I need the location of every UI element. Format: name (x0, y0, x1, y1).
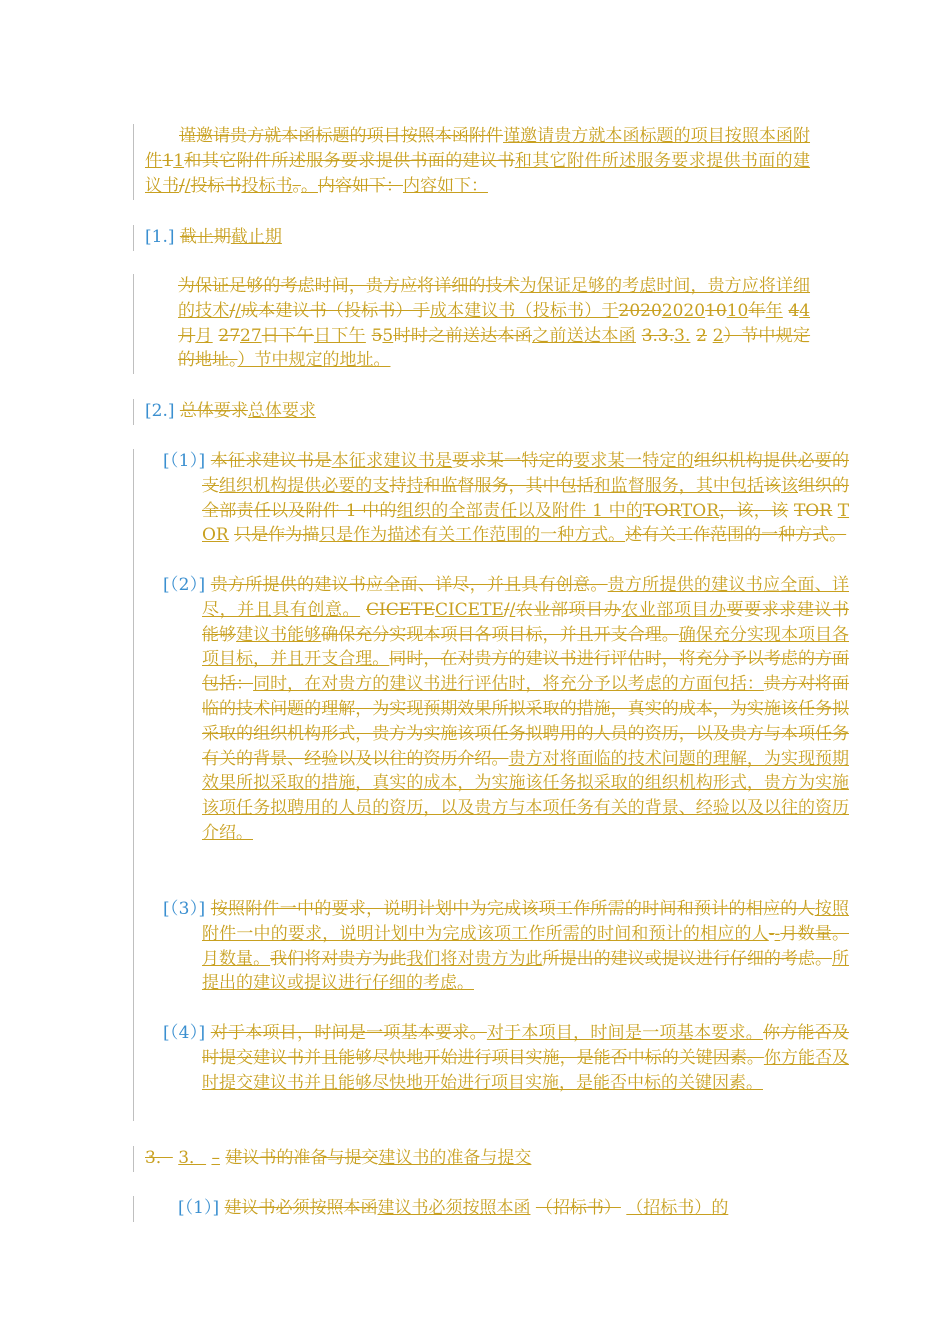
deleted-text: 为保证足够的考虑时间，贵方应将详细的技术 (178, 276, 520, 296)
deleted-text: ）节中规定的地址。 (178, 325, 811, 371)
deleted-text: / (229, 300, 236, 321)
deleted-text: 总体要求 (179, 401, 248, 421)
deleted-text: 要求某一特定的 (452, 451, 574, 471)
inserted-text: / (509, 599, 516, 620)
deleted-text: 日下午 (261, 325, 314, 346)
deleted-text: TOR (793, 500, 833, 521)
deadline-paragraph (134, 274, 810, 373)
heading-1-block (133, 225, 434, 251)
deleted-text: 年 (748, 300, 766, 321)
requirement-item-3 (163, 897, 849, 996)
deadline-block (133, 274, 810, 374)
deleted-text: 投标书 (190, 175, 242, 196)
deleted-text: （招标书） (535, 1198, 621, 1218)
inserted-text: （招标书） (626, 1198, 712, 1218)
requirement-item-2 (163, 573, 849, 846)
inserted-text: 3． (178, 1148, 207, 1168)
inserted-text: 总体要求 (247, 401, 316, 421)
inserted-text: 建议书能够 (236, 624, 322, 645)
inserted-text: 1 (173, 150, 185, 171)
inserted-text: 为保证足够的考虑时间，贵方应将详细的技术 (178, 276, 811, 321)
deleted-text: 成本建议书（投标书）于 (240, 300, 430, 321)
inserted-text: 组织机构提供必要的支 (219, 475, 390, 496)
inserted-text: 要求某一特定的 (573, 451, 694, 471)
deleted-text: 3.3. (641, 325, 675, 346)
deleted-text: 时时之前送达本函 (393, 325, 533, 346)
deleted-text: 本征求建议书是 (210, 451, 332, 471)
deleted-text: 。 (292, 175, 301, 196)
inserted-text: 该 (780, 475, 798, 496)
deleted-text: 按照附件一中的要求，说明计划中为完成该项工作所需的时间和预计的相应的人 (210, 899, 815, 919)
inserted-text: 农业部项目办 (621, 599, 727, 620)
requirement-item-4 (163, 1021, 849, 1095)
heading-3-block (133, 1146, 634, 1172)
deleted-text: / (179, 175, 185, 196)
deleted-text: 10 (705, 300, 727, 321)
inserted-text: 内容如下： (402, 175, 488, 196)
deleted-text: 截止期 (179, 227, 231, 247)
deleted-text: 确保充分实现本项目各项目标，并且开支合理。 (321, 624, 679, 645)
inserted-text: 年 (765, 300, 783, 321)
inserted-text: 和监督服务，其中包括 (593, 475, 764, 496)
deleted-text: TOR (643, 500, 681, 521)
deleted-text: 组织机构提供必要的支 (202, 451, 850, 496)
deleted-text: 月 (178, 325, 196, 346)
inserted-text: 2 (712, 325, 724, 346)
deleted-text: 农业部项目办 (515, 599, 622, 620)
deleted-text: 1 (162, 150, 174, 171)
deleted-text: ，该，该 (719, 500, 789, 521)
inserted-text: 3. (674, 325, 691, 346)
inserted-text: 贵方对将面临的技术问题的理解，为实现预期效果所拟采取的措施，真实的成本，为实施该任务拟采取的组织机构形式，贵方为实施该项任务拟聘用的人员的资历，以及贵方与本项任务有关的背景、经验以及以往的资历介绍。 (202, 748, 850, 843)
inserted-text: 月数量。 (202, 948, 271, 969)
item-number: [（1）] (163, 451, 206, 471)
deleted-text: 4 (788, 300, 800, 321)
inserted-text: / (235, 300, 241, 321)
item-number: [（1）] (178, 1198, 220, 1218)
inserted-text: 你方能否及时提交建议书并且能够尽快地开始进行项目实施，是能否中标的关键因素。 (202, 1047, 849, 1093)
deleted-text: – (211, 1148, 220, 1168)
deleted-text: 组织的全部责任以及附件 1 中的 (202, 475, 850, 521)
deleted-text: 要要求求 (726, 599, 797, 620)
deleted-text: 贵方对将面临的技术问题的理解，为实现预期效果所拟采取的措施，真实的成本，为实施该任务拟采取的组织机构形式，贵方为实施该项任务拟聘用的人员的资历，以及贵方与本项任务有关的背景、经验以及以往的资历介绍。 (202, 674, 850, 769)
inserted-text: 确保充分实现本项目各项目标，并且开支合理。 (202, 624, 850, 670)
inserted-text: 只是作为描述有关工作范围的一种方式。 (319, 525, 626, 546)
inserted-text: 之前送达本函 (532, 325, 636, 346)
deleted-text: 谨邀请贵方就本函标题的项目按照本函附件 (179, 126, 504, 146)
inserted-text: - (774, 923, 781, 944)
preparation-block (133, 1196, 810, 1222)
inserted-text: TOR (680, 500, 719, 521)
deleted-text: 同时，在对贵方的建议书进行评估时，将充分予以考虑的方面包括： (202, 649, 849, 695)
inserted-text: 10 (726, 300, 749, 321)
inserted-text: 同时，在对贵方的建议书进行评估时，将充分予以考虑的方面包括： (253, 674, 764, 695)
inserted-text: 按照附件一中的要求，说明计划中为完成该项工作所需的时间和预计的相应的人 (202, 899, 850, 944)
inserted-text: 5 (382, 325, 394, 346)
deleted-text: 5 (371, 325, 383, 346)
intro-block (133, 124, 810, 200)
inserted-text: 截止期 (230, 227, 282, 247)
deleted-text: 2020 (618, 300, 662, 321)
deleted-text: 3． (145, 1148, 173, 1168)
deleted-text: 和监督服务，其中包括 (423, 475, 594, 496)
deleted-text: 2 (696, 325, 707, 346)
heading-number: [2.] (145, 401, 175, 421)
deleted-text: / (503, 599, 510, 620)
item-number: [（4）] (163, 1023, 206, 1043)
deleted-text: 内容如下： (317, 175, 403, 196)
inserted-text: 建议书必须按照本函 (377, 1198, 531, 1218)
inserted-text: 成本建议书（投标书）于 (429, 300, 619, 321)
inserted-text: 持 (406, 475, 424, 496)
inserted-text: 谨邀请贵方就本函标题的项目按照本函附件 (145, 126, 811, 171)
heading-2-block (133, 399, 434, 425)
deleted-text: 27 (218, 325, 241, 346)
inserted-text: 27 (240, 325, 262, 346)
inserted-text: TOR (202, 500, 850, 546)
inserted-text: 贵方所提供的建议书应全面、详尽，并且具有创意。 (202, 575, 850, 620)
deleted-text: 建议书的准备与提交 (225, 1148, 379, 1168)
requirement-item-1 (163, 449, 849, 548)
deleted-text: 只是作为描 (234, 525, 320, 546)
deleted-text: 月数量。 (780, 923, 849, 944)
inserted-text: 本征求建议书是 (331, 451, 453, 471)
inserted-text: 和其它附件所述服务要求提供书面的建议书 (145, 150, 811, 196)
deleted-text: 对于本项目，时间是一项基本要求。 (210, 1023, 487, 1043)
requirements-block (133, 449, 850, 1121)
inserted-text: ）节中规定的地址。 (237, 350, 391, 371)
inserted-text: 投标书 (241, 175, 293, 196)
deleted-text: 贵方所提供的建议书应全面、详尽，并且具有创意。 (210, 575, 608, 595)
deleted-text: - (768, 923, 775, 944)
inserted-text: 月 (195, 325, 213, 346)
inserted-text: 的 (711, 1198, 729, 1218)
deleted-text: CICETE (366, 599, 435, 620)
heading-general-requirements (134, 399, 434, 424)
item-number: [（3）] (163, 899, 206, 919)
inserted-text: / (184, 175, 191, 196)
item-number: [（2）] (163, 575, 206, 595)
deleted-text: 和其它附件所述服务要求提供书面的建议书 (184, 150, 515, 171)
inserted-text: 所提出的建议或提议进行仔细的考虑。 (202, 948, 850, 994)
inserted-text: 建议书的准备与提交 (378, 1148, 532, 1168)
deleted-text: 述有关工作范围的一种方式。 (625, 525, 847, 546)
heading-proposal-preparation (134, 1146, 634, 1171)
deleted-text: 建议书必须按照本函 (224, 1198, 378, 1218)
deleted-text: 所提出的建议或提议进行仔细的考虑。 (542, 948, 833, 969)
heading-number: [1.] (145, 227, 175, 247)
inserted-text: 。 (300, 175, 318, 196)
inserted-text: 2020 (661, 300, 706, 321)
inserted-text: 组织的全部责任以及附件 1 中的 (396, 500, 644, 521)
deleted-text: 该 (763, 475, 781, 496)
deleted-text: 你方能否及时提交建议书并且能够尽快地开始进行项目实施，是能否中标的关键因素。 (202, 1023, 850, 1068)
deleted-text: 建议书能够 (202, 599, 850, 645)
heading-deadline (134, 225, 434, 250)
inserted-text: 4 (799, 300, 811, 321)
inserted-text: 对于本项目，时间是一项基本要求。 (486, 1023, 763, 1043)
deleted-text: 持 (389, 475, 407, 496)
deleted-text: 我们将对贵方为此 (270, 948, 407, 969)
preparation-item-1 (134, 1196, 810, 1221)
inserted-text: 日下午 (313, 325, 366, 346)
inserted-text: 我们将对贵方为此 (406, 948, 543, 969)
inserted-text: CICETE (434, 599, 504, 620)
intro-paragraph (134, 124, 810, 198)
